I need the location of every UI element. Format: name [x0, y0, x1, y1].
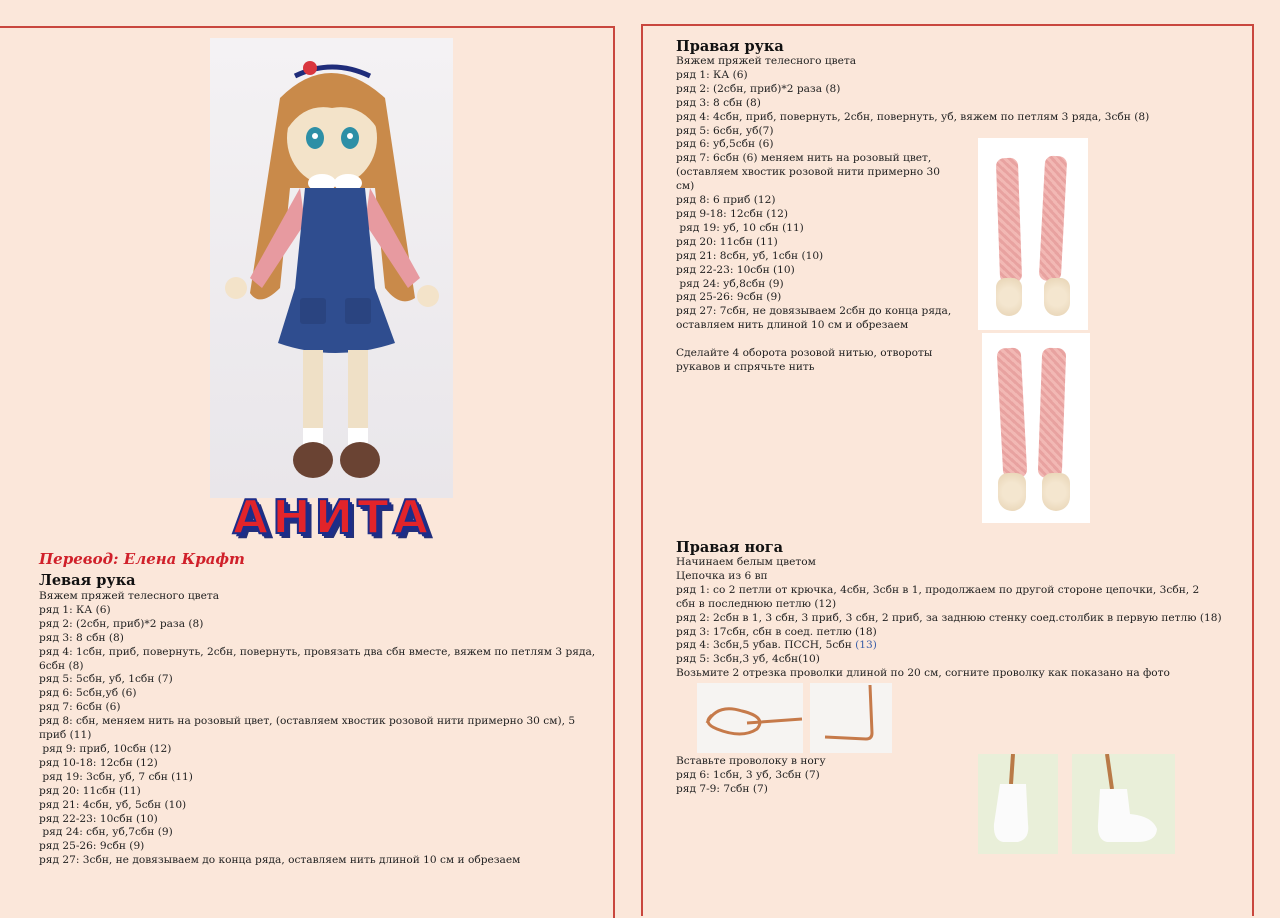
left-arm-line: Вяжем пряжей телесного цвета: [39, 590, 220, 602]
right-leg-line: [676, 639, 1216, 653]
doll-illustration: [210, 38, 453, 498]
right-arm-line: ряд 1: КА (6): [676, 68, 748, 81]
left-arm-line: ряд 8: сбн, меняем нить на розовый цвет, (оставляем хвостик розовой нити примерно 30 см), 5 приб (11): [39, 715, 576, 742]
right-arm-line: (оставляем хвостик розовой нити примерно 30: [676, 166, 941, 179]
right-leg-line: Вставьте проволоку в ногу: [676, 755, 826, 767]
right-arm-line: ряд 4: 4сбн, приб, повернуть, 2сбн, повернуть, уб, вяжем по петлям 3 ряда, 3сбн (8): [676, 110, 1150, 123]
left-arm-line: ряд 9: приб, 10сбн (12): [39, 742, 172, 755]
right-arm-line: ряд 9-18: 12сбн (12): [676, 207, 789, 220]
right-arm-line: ряд 2: (2сбн, приб)*2 раза (8): [676, 82, 841, 95]
row4-text: ряд 4: 3сбн,5 убав. ПССН, 5сбн: [676, 639, 856, 652]
arm-photo-2: [982, 333, 1090, 523]
right-leg-line: ряд 6: 1сбн, 3 уб, 3сбн (7): [676, 768, 820, 781]
wire-photo-1: [697, 683, 803, 753]
right-arm-line: ряд 19: уб, 10 сбн (11): [676, 221, 804, 234]
right-leg-line: ряд 5: 3сбн,3 уб, 4сбн(10): [676, 653, 820, 666]
left-arm-line: ряд 6: 5сбн,уб (6): [39, 687, 137, 700]
title-banner: АНИТА: [232, 490, 433, 544]
right-arm-line: ряд 22-23: 10сбн (10): [676, 263, 795, 276]
left-arm-line: ряд 22-23: 10сбн (10): [39, 812, 158, 825]
left-arm-line: ряд 24: сбн, уб,7сбн (9): [39, 826, 173, 839]
right-leg-title: Правая нога: [676, 539, 784, 556]
translator-credit: Перевод: Елена Крафт: [39, 550, 245, 568]
left-arm-line: ряд 19: 3сбн, уб, 7 сбн (11): [39, 770, 193, 783]
right-arm-line: ряд 6: уб,5сбн (6): [676, 138, 774, 151]
foot-photo-2: [1072, 754, 1175, 854]
arm-photo-1: [978, 138, 1088, 330]
right-arm-line: ряд 7: 6сбн (6) меняем нить на розовый цвет,: [676, 152, 932, 165]
right-arm-line: ряд 20: 11сбн (11): [676, 235, 778, 248]
right-leg-line: ряд 2: 2сбн в 1, 3 сбн, 3 приб, 3 сбн, 2 приб, за заднюю стенку соед.столбик в первую петлю (18): [676, 611, 1222, 624]
left-arm-line: ряд 2: (2сбн, приб)*2 раза (8): [39, 617, 204, 630]
right-arm-line: Сделайте 4 оборота розовой нитью, отвороты: [676, 347, 933, 360]
right-leg-line: ряд 7-9: 7сбн (7): [676, 782, 768, 795]
left-arm-line: ряд 3: 8 сбн (8): [39, 631, 124, 644]
right-arm-line: ряд 8: 6 приб (12): [676, 194, 776, 207]
row4-count: (13): [855, 639, 877, 652]
doll-photo: [210, 38, 453, 498]
left-arm-title: Левая рука: [39, 572, 136, 589]
left-arm-line: ряд 10-18: 12сбн (12): [39, 756, 158, 769]
wire-photo-2: [810, 683, 892, 753]
right-leg-line: Возьмите 2 отрезка проволки длиной по 20 см, согните проволку как показано на фото: [676, 667, 1170, 680]
right-leg-line: Цепочка из 6 вп: [676, 569, 768, 582]
left-arm-line: ряд 1: КА (6): [39, 603, 111, 616]
left-arm-instructions: [39, 590, 599, 868]
right-leg-line: ряд 1: со 2 петли от крючка, 4сбн, 3сбн в 1, продолжаем по другой стороне цепочки, 3сбн, 2 сбн в последнюю петлю (12): [676, 583, 1200, 610]
left-arm-line: ряд 27: 3сбн, не довязываем до конца ряда, оставляем нить длиной 10 см и обрезаем: [39, 854, 521, 867]
right-arm-line: см): [676, 180, 695, 193]
right-arm-line: Вяжем пряжей телесного цвета: [676, 55, 857, 67]
left-arm-line: ряд 25-26: 9сбн (9): [39, 840, 145, 853]
right-leg-line: ряд 3: 17сбн, сбн в соед. петлю (18): [676, 625, 877, 638]
right-arm-line: ряд 5: 6сбн, уб(7): [676, 124, 774, 137]
left-arm-line: ряд 4: 1сбн, приб, повернуть, 2сбн, повернуть, провязать два сбн вместе, вяжем по петлям 3 ряда, 6сбн (8): [39, 645, 596, 672]
right-arm-line: ряд 3: 8 сбн (8): [676, 96, 761, 109]
right-arm-line: ряд 25-26: 9сбн (9): [676, 291, 782, 304]
right-arm-line: оставляем нить длиной 10 см и обрезаем: [676, 319, 909, 332]
right-leg-line: Начинаем белым цветом: [676, 556, 816, 568]
left-arm-line: ряд 21: 4сбн, уб, 5сбн (10): [39, 798, 187, 811]
right-arm-line: ряд 27: 7сбн, не довязываем 2сбн до конца ряда,: [676, 305, 952, 318]
left-arm-line: ряд 7: 6сбн (6): [39, 701, 121, 714]
right-arm-line: ряд 21: 8сбн, уб, 1сбн (10): [676, 249, 824, 262]
left-arm-line: ряд 5: 5сбн, уб, 1сбн (7): [39, 673, 173, 686]
foot-photo-1: [978, 754, 1058, 854]
right-leg-instructions: [676, 556, 1222, 681]
right-arm-line: рукавов и спрячьте нить: [676, 360, 815, 373]
left-arm-line: ряд 20: 11сбн (11): [39, 784, 141, 797]
right-leg-instructions-2: [676, 755, 976, 797]
right-arm-line: ряд 24: уб,8сбн (9): [676, 277, 784, 290]
right-arm-title: Правая рука: [676, 38, 784, 55]
